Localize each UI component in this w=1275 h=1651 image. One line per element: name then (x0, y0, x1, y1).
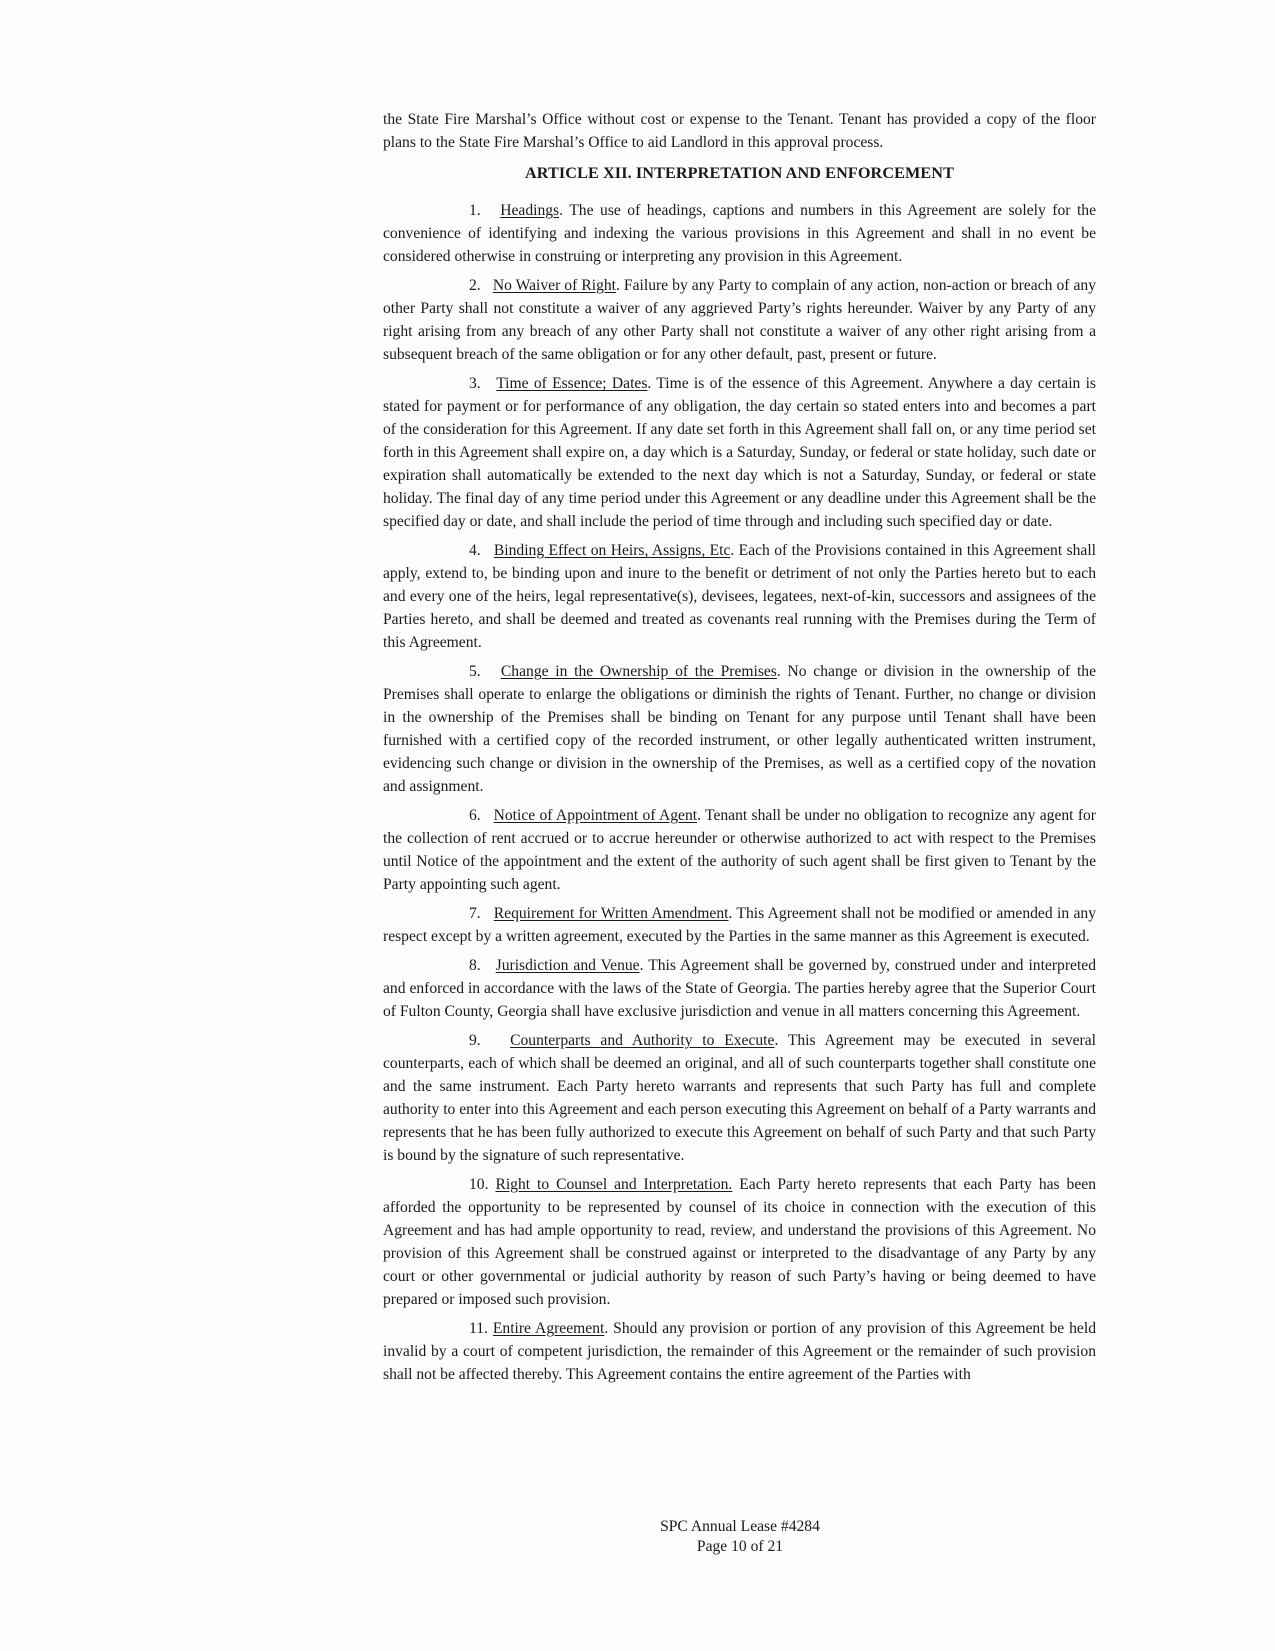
intro-paragraph: the State Fire Marshal’s Office without cost or expense to the Tenant. Tenant has provided a copy of the floor plans to the State Fire Marshal’s Office to aid Landlord in this approval process. (383, 111, 1096, 151)
section-number: 6. (469, 807, 481, 824)
section-notice-of-agent (383, 804, 1096, 896)
section-title: Change in the Ownership of the Premises (500, 663, 777, 680)
section-number: 9. (469, 1032, 481, 1049)
section-no-waiver (383, 274, 1096, 366)
section-title: Time of Essence; Dates (496, 375, 648, 392)
section-body: . This Agreement shall not be modified or amended in any respect except by a written agreement, executed by the Parties in the same manner as this Agreement is executed. (383, 905, 1096, 945)
section-entire-agreement (383, 1317, 1096, 1386)
section-number: 5. (469, 663, 481, 680)
section-body: . This Agreement may be executed in several counterparts, each of which shall be deemed an original, and all of such counterparts together shall constitute one and the same instrument. Each Party hereto warrants and represents that such Party has full and complete authority to enter into this Agreement and each person executing this Agreement on behalf of a Party warrants and represents that he has been fully authorized to execute this Agreement on behalf of such Party and that such Party is bound by the signature of such representative. (383, 1032, 1096, 1164)
section-number: 8. (469, 957, 481, 974)
section-headings (383, 199, 1096, 268)
section-body: . This Agreement shall be governed by, construed under and interpreted and enforced in accordance with the laws of the State of Georgia. The parties hereby agree that the Superior Court of Fulton County, Georgia shall have exclusive jurisdiction and venue in all matters concerning this Agreement. (383, 957, 1096, 1020)
document-body (383, 108, 1096, 1392)
section-title: Jurisdiction and Venue (495, 957, 640, 974)
section-body: . Failure by any Party to complain of any action, non-action or breach of any other Party shall not constitute a waiver of any aggrieved Party’s rights hereunder. Waiver by any Party of any right arising from any breach of any other Party shall not constitute a waiver of any other right arising from a subsequent breach of the same obligation or for any other default, past, present or future. (383, 277, 1096, 363)
article-heading: ARTICLE XII. INTERPRETATION AND ENFORCEMENT (524, 164, 954, 182)
document-reference: SPC Annual Lease #4284 (660, 1518, 820, 1535)
section-number: 1. (469, 202, 481, 219)
section-body: . The use of headings, captions and numbers in this Agreement are solely for the convenience of identifying and indexing the various provisions in this Agreement and shall in no event be considered otherwise in construing or interpreting any provision in this Agreement. (383, 202, 1096, 265)
section-number: 7. (469, 905, 481, 922)
section-title: Binding Effect on Heirs, Assigns, Etc (493, 542, 731, 559)
section-body: . Tenant shall be under no obligation to recognize any agent for the collection of rent accrued or to accrue hereunder or otherwise authorized to act with respect to the Premises until Notice of the appointment and the extent of the authority of such agent shall be first given to Tenant by the Party appointing such agent. (383, 807, 1096, 893)
section-number: 4. (469, 542, 481, 559)
section-body: . Should any provision or portion of any provision of this Agreement be held invalid by a court of competent jurisdiction, the remainder of this Agreement or the remainder of such provision shall not be affected thereby. This Agreement contains the entire agreement of the Parties with (383, 1320, 1096, 1383)
section-body: Each Party hereto represents that each Party has been afforded the opportunity to be represented by counsel of its choice in connection with the execution of this Agreement and has had ample opportunity to read, review, and understand the provisions of this Agreement. No provision of this Agreement shall be construed against or interpreted to the disadvantage of any Party by any court or other governmental or judicial authority by reason of such Party’s having or being deemed to have prepared or imposed such provision. (383, 1176, 1096, 1308)
section-number: 2. (469, 277, 481, 294)
section-number: 10. (469, 1176, 489, 1193)
page-number: Page 10 of 21 (696, 1538, 784, 1555)
section-time-of-essence (383, 372, 1096, 533)
section-title: Notice of Appointment of Agent (493, 807, 698, 824)
section-jurisdiction (383, 954, 1096, 1023)
section-title: Requirement for Written Amendment (493, 905, 729, 922)
section-title: No Waiver of Right (492, 277, 616, 294)
section-number: 3. (469, 375, 481, 392)
section-title: Counterparts and Authority to Execute (510, 1032, 775, 1049)
section-body: . Each of the Provisions contained in this Agreement shall apply, extend to, be binding upon and inure to the benefit or detriment of not only the Parties hereto but to each and every one of the heirs, legal representative(s), devisees, legatees, next-of-kin, successors and assignees of the Parties hereto, and shall be deemed and treated as covenants real running with the Premises during the Term of this Agreement. (383, 542, 1097, 651)
section-counterparts (383, 1029, 1096, 1167)
section-written-amendment (383, 902, 1096, 948)
section-body: . No change or division in the ownership of the Premises shall operate to enlarge the obligations or diminish the rights of Tenant. Further, no change or division in the ownership of the Premises shall be binding on Tenant for any purpose until Tenant shall have been furnished with a certified copy of the recorded instrument, or other legally authenticated written instrument, evidencing such change or division in the ownership of the Premises, as well as a certified copy of the novation and assignment. (383, 663, 1097, 795)
section-title: Entire Agreement (492, 1320, 605, 1337)
section-title: Headings (500, 202, 560, 219)
section-change-in-ownership (383, 660, 1096, 798)
section-right-to-counsel (383, 1173, 1096, 1311)
section-binding-effect (383, 539, 1096, 654)
section-body: . Time is of the essence of this Agreement. Anywhere a day certain is stated for payment or for performance of any obligation, the day certain so stated enters into and becomes a part of the consideration for this Agreement. If any date set forth in this Agreement shall fall on, or any time period set forth in this Agreement shall expire on, a day which is a Saturday, Sunday, or federal or state holiday, such date or expiration shall automatically be extended to the next day which is not a Saturday, Sunday, or federal or state holiday. The final day of any time period under this Agreement or any deadline under this Agreement shall be the specified day or date, and shall include the period of time through and including such specified day or date. (383, 375, 1097, 530)
section-title: Right to Counsel and Interpretation. (495, 1176, 733, 1193)
page-footer (560, 1517, 920, 1557)
section-number: 11. (469, 1320, 488, 1337)
